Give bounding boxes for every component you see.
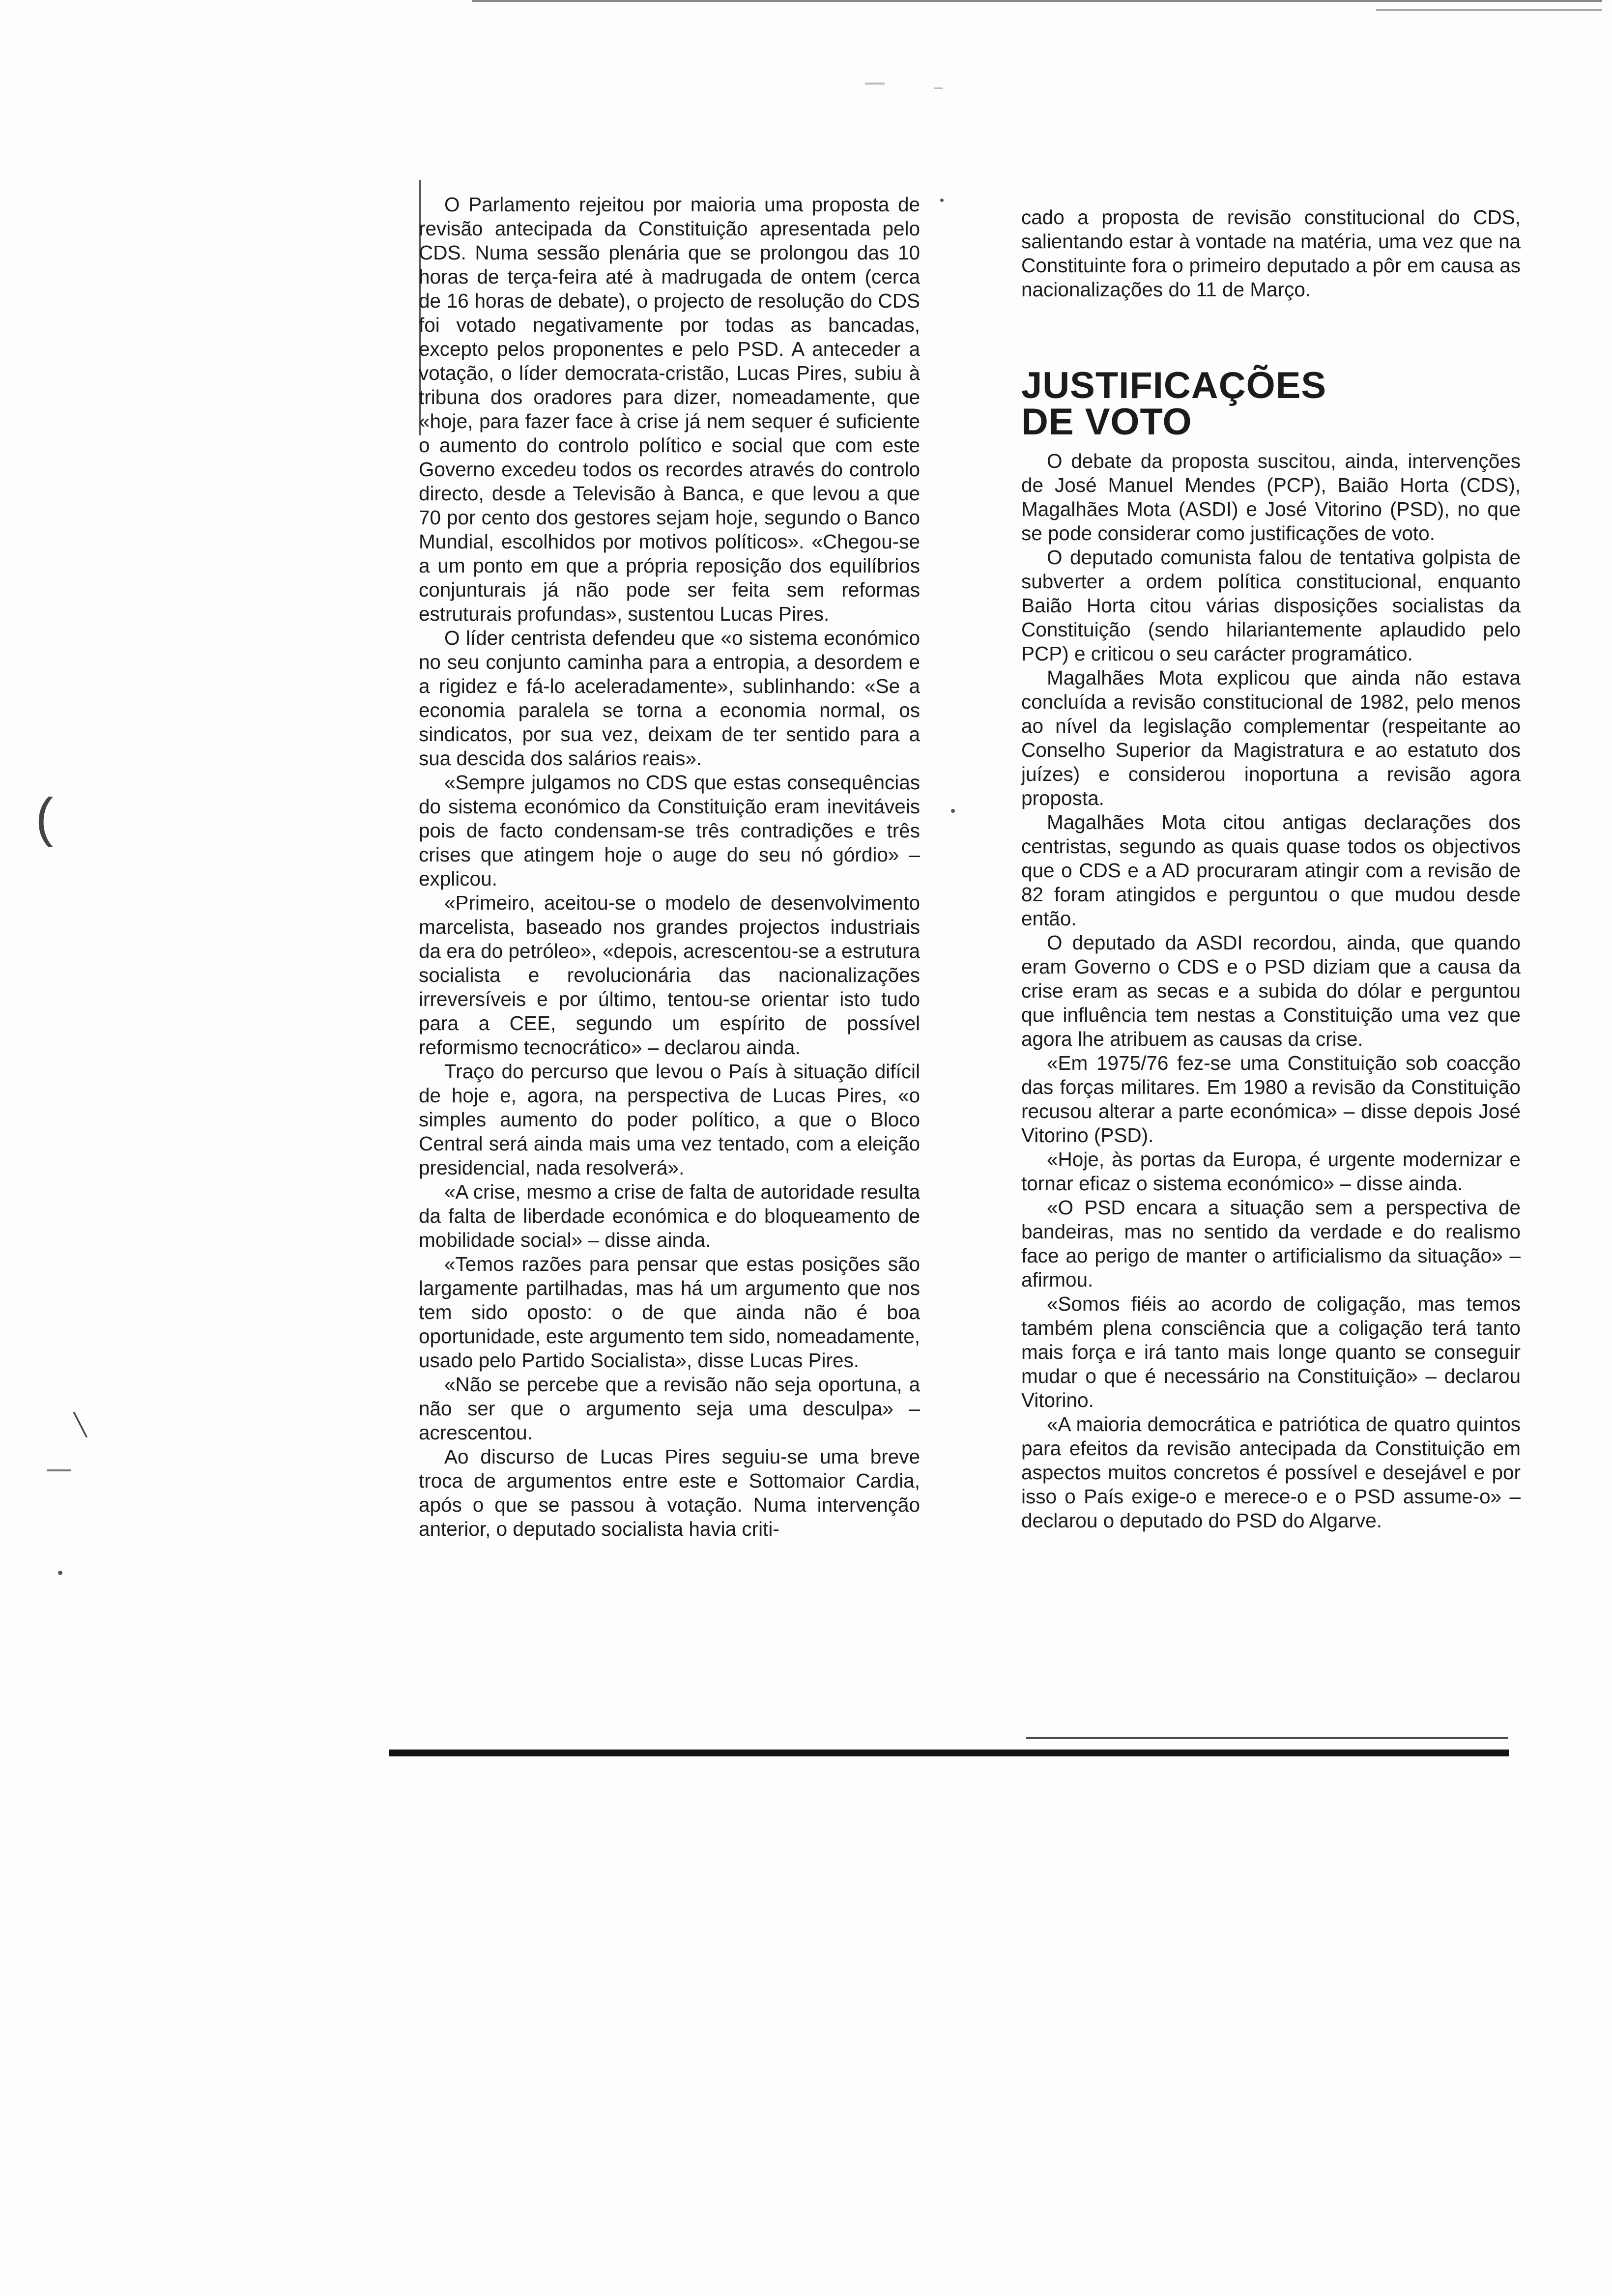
- paragraph: «Sempre julgamos no CDS que estas consequências do sistema económico da Constituição eram inevitáveis pois de facto condensam-se três contradições e três crises que atingem hoje o auge do seu nó górdio» – explicou.: [419, 771, 920, 890]
- paragraph: «Em 1975/76 fez-se uma Constituição sob coacção das forças militares. Em 1980 a revisão da Constituição recusou alterar a parte económica» – disse depois José Vitorino (PSD).: [1021, 1052, 1521, 1147]
- paragraph-continued: cado a proposta de revisão constitucional do CDS, salientando estar à vontade na matéria, uma vez que na Constituinte fora o primeiro deputado a pôr em causa as nacionalizações do 11 de Março.: [1021, 206, 1521, 301]
- paragraph: «A crise, mesmo a crise de falta de autoridade resulta da falta de liberdade económica e do bloqueamento de mobilidade social» – disse ainda.: [419, 1180, 920, 1251]
- subheading-line-2: DE VOTO: [1021, 401, 1192, 443]
- paragraph: O deputado comunista falou de tentativa golpista de subverter a ordem política constitucional, enquanto Baião Horta citou várias disposições socialistas da Constituição (sendo hilariantemente aplaudido pelo PCP) e criticou o seu carácter programático.: [1021, 546, 1521, 665]
- paragraph: «Temos razões para pensar que estas posições são largamente partilhadas, mas há um argumento que nos tem sido oposto: o de que ainda não é boa oportunidade, este argumento tem sido, nomeadamente, usado pelo Partido Socialista», disse Lucas Pires.: [419, 1253, 920, 1372]
- paragraph: O deputado da ASDI recordou, ainda, que quando eram Governo o CDS e o PSD diziam que a causa da crise eram as secas e a subida do dólar e perguntou que influência tem nestas a Constituição uma vez que agora lhe atribuem as causas da crise.: [1021, 931, 1521, 1050]
- paragraph: O líder centrista defendeu que «o sistema económico no seu conjunto caminha para a entropia, a desordem e a rigidez e fá-lo aceleradamente», sublinhando: «Se a economia paralela se torna a economia normal, os sindicatos, por sua vez, deixam de ter sentido para a sua descida dos salários reais».: [419, 627, 920, 770]
- scan-margin-mark: (: [35, 787, 54, 848]
- scan-top-edge-line: [472, 0, 1602, 2]
- paragraph: Ao discurso de Lucas Pires seguiu-se uma breve troca de argumentos entre este e Sottomaior Cardia, após o que se passou à votação. Numa intervenção anterior, o deputado socialista havia criti-: [419, 1445, 920, 1540]
- scan-dot: [58, 1571, 62, 1575]
- article-left-column: [419, 193, 920, 1541]
- section-subheading: [1021, 365, 1521, 443]
- scan-top-edge-line: [1376, 9, 1602, 11]
- scan-dot: [940, 199, 944, 202]
- subheading-line-1: JUSTIFICAÇÕES: [1021, 365, 1327, 406]
- scan-margin-mark: ╲: [74, 1413, 87, 1437]
- paragraph: «Primeiro, aceitou-se o modelo de desenvolvimento marcelista, baseado nos grandes projectos industriais da era do petróleo», «depois, acrescentou-se a estrutura socialista e revolucionária das nacionalizações irreversíveis e por último, tentou-se orientar isto tudo para a CEE, segundo um espírito de possível reformismo tecnocrático» – declarou ainda.: [419, 891, 920, 1059]
- paragraph: O Parlamento rejeitou por maioria uma proposta de revisão antecipada da Constituição apresentada pelo CDS. Numa sessão plenária que se prolongou das 10 horas de terça-feira até à madrugada de ontem (cerca de 16 horas de debate), o projecto de resolução do CDS foi votado negativamente por todas as bancadas, excepto pelos proponentes e pelo PSD. A anteceder a votação, o líder democrata-cristão, Lucas Pires, subiu à tribuna dos oradores para dizer, nomeadamente, que «hoje, para fazer face à crise já nem sequer é suficiente o aumento do controlo político e social que com este Governo excedeu todos os recordes através do controlo directo, desde a Televisão à Banca, e que levou a que 70 por cento dos gestores sejam hoje, segundo o Banco Mundial, escolhidos por motivos políticos». «Chegou-se a um ponto em que a própria reposição dos equilíbrios conjunturais já não pode ser feita sem reformas estruturais profundas», sustentou Lucas Pires.: [419, 193, 920, 625]
- article-bottom-rule: [389, 1750, 1509, 1756]
- paragraph: «Não se percebe que a revisão não seja oportuna, a não ser que o argumento seja uma desculpa» – acrescentou.: [419, 1373, 920, 1444]
- paragraph: «O PSD encara a situação sem a perspectiva de bandeiras, mas no sentido da verdade e do realismo face ao perigo de manter o artificialismo da situação» – afirmou.: [1021, 1196, 1521, 1291]
- paragraph: «A maioria democrática e patriótica de quatro quintos para efeitos da revisão antecipada da Constituição em aspectos muitos concretos é possível e desejável e por isso o País exige-o e merece-o e o PSD assume-o» – declarou o deputado do PSD do Algarve.: [1021, 1413, 1521, 1532]
- scan-dot: [951, 809, 955, 813]
- paragraph: «Hoje, às portas da Europa, é urgente modernizar e tornar eficaz o sistema económico» – disse ainda.: [1021, 1148, 1521, 1195]
- paragraph: «Somos fiéis ao acordo de coligação, mas temos também plena consciência que a coligação terá tanto mais força e irá tanto mais longe quanto se conseguir mudar o que é necessário na Constituição» – declarou Vitorino.: [1021, 1292, 1521, 1411]
- paragraph: Traço do percurso que levou o País à situação difícil de hoje e, agora, na perspectiva de Lucas Pires, «o simples aumento do poder político, a que o Bloco Central será ainda mais uma vez tentado, com a eleição presidencial, nada resolverá».: [419, 1060, 920, 1179]
- article-right-column: [1021, 205, 1521, 1533]
- paragraph: Magalhães Mota explicou que ainda não estava concluída a revisão constitucional de 1982, pelo menos ao nível da legislação complementar (respeitante ao Conselho Superior da Magistratura e ao estatuto dos juízes) e considerou inoportuna a revisão agora proposta.: [1021, 666, 1521, 809]
- scan-speck: [865, 83, 885, 85]
- scan-speck: [934, 87, 943, 89]
- scan-speck: [47, 1469, 71, 1471]
- right-column-bottom-rule: [1026, 1737, 1508, 1739]
- paragraph: O debate da proposta suscitou, ainda, intervenções de José Manuel Mendes (PCP), Baião Horta (CDS), Magalhães Mota (ASDI) e José Vitorino (PSD), no que se pode considerar como justificações de voto.: [1021, 450, 1521, 545]
- paragraph: Magalhães Mota citou antigas declarações dos centristas, segundo as quais quase todos os objectivos que o CDS e a AD procuraram atingir com a revisão de 82 foram atingidos e perguntou o que mudou desde então.: [1021, 811, 1521, 930]
